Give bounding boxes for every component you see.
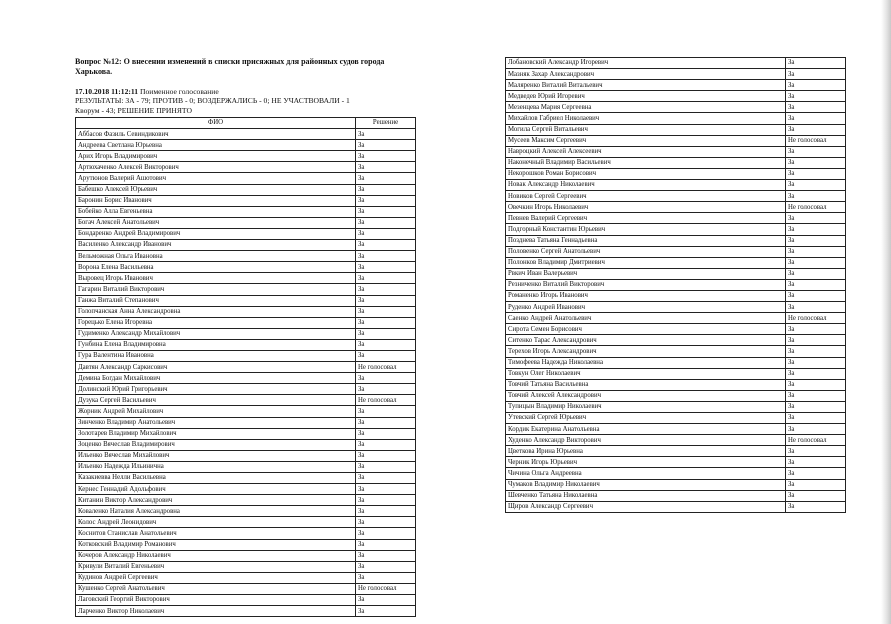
- deputy-name: Тимофеева Надежда Николаевна: [506, 357, 786, 368]
- table-row: [76, 151, 416, 162]
- table-row: [76, 162, 416, 173]
- deputy-name: Ильенко Вячеслав Михайлович: [76, 450, 356, 461]
- deputy-name: Котковский Владимир Романович: [76, 539, 356, 550]
- vote-decision: За: [786, 335, 846, 346]
- table-row: [506, 168, 846, 179]
- vote-decision: За: [786, 279, 846, 290]
- deputy-name: Позднева Татьяна Геннадьевна: [506, 235, 786, 246]
- table-row: [506, 191, 846, 202]
- vote-decision: За: [786, 168, 846, 179]
- deputy-name: Овечкин Игорь Николаевич: [506, 202, 786, 213]
- table-row: [506, 268, 846, 279]
- deputy-name: Гунбина Елена Владимировна: [76, 339, 356, 350]
- table-row: [506, 446, 846, 457]
- deputy-name: Арих Игорь Владимирович: [76, 151, 356, 162]
- table-row: [76, 328, 416, 339]
- table-row: [76, 495, 416, 506]
- vote-decision: За: [786, 213, 846, 224]
- vote-decision: Не голосовал: [356, 395, 416, 406]
- vote-decision: За: [786, 346, 846, 357]
- deputy-name: Худенко Александр Викторович: [506, 435, 786, 446]
- table-row: [506, 180, 846, 191]
- table-row: [506, 69, 846, 80]
- deputy-name: Ильенко Надежда Ильинична: [76, 461, 356, 472]
- table-row: [76, 373, 416, 384]
- table-row: [506, 435, 846, 446]
- table-row: [506, 290, 846, 301]
- vote-decision: За: [786, 357, 846, 368]
- vote-decision: За: [786, 468, 846, 479]
- table-row: [76, 395, 416, 406]
- vote-decision: За: [356, 484, 416, 495]
- vote-decision: За: [356, 539, 416, 550]
- page-edge-shadow: [881, 0, 891, 624]
- deputy-name: Дузука Сергей Васильевич: [76, 395, 356, 406]
- table-row: [506, 424, 846, 435]
- deputy-name: Долинский Юрий Григорьевич: [76, 384, 356, 395]
- table-row: [506, 246, 846, 257]
- deputy-name: Товчий Татьяна Васильевна: [506, 379, 786, 390]
- table-row: [506, 80, 846, 91]
- vote-decision: За: [356, 339, 416, 350]
- table-row: [506, 58, 846, 69]
- deputy-name: Подгорный Константин Юрьевич: [506, 224, 786, 235]
- deputy-name: Гура Валентина Ивановна: [76, 350, 356, 361]
- vote-decision: За: [786, 124, 846, 135]
- table-row: [76, 461, 416, 472]
- vote-decision: За: [356, 284, 416, 295]
- table-row: [506, 468, 846, 479]
- table-row: [506, 146, 846, 157]
- vote-decision: За: [356, 328, 416, 339]
- vote-decision: За: [356, 217, 416, 228]
- table-row: [76, 550, 416, 561]
- table-row: [506, 335, 846, 346]
- deputy-name: Ларченко Виктор Николаевич: [76, 606, 356, 617]
- deputy-name: Саенко Андрей Анатольевич: [506, 313, 786, 324]
- vote-decision: За: [356, 495, 416, 506]
- table-row: [506, 313, 846, 324]
- table-row: [76, 406, 416, 417]
- table-row: [76, 273, 416, 284]
- table-row: [506, 235, 846, 246]
- deputy-name: Казакиевва Нелли Васильевна: [76, 473, 356, 484]
- table-row: [76, 439, 416, 450]
- table-row: [76, 140, 416, 151]
- table-row: [76, 350, 416, 361]
- deputy-name: Шевченко Татьяна Николаевна: [506, 490, 786, 501]
- deputy-name: Кордик Екатерина Анатольевна: [506, 424, 786, 435]
- table-row: [76, 339, 416, 350]
- vote-decision: За: [786, 80, 846, 91]
- vote-decision: За: [786, 224, 846, 235]
- deputy-name: Зинченко Владимир Анатольевич: [76, 417, 356, 428]
- deputy-name: Сирота Семен Борисович: [506, 324, 786, 335]
- table-row: [506, 224, 846, 235]
- deputy-name: Богач Алексей Анатольевич: [76, 217, 356, 228]
- deputy-name: Михайлов Габриел Николаевич: [506, 113, 786, 124]
- vote-decision: За: [786, 379, 846, 390]
- table-row: [506, 102, 846, 113]
- deputy-name: Кернес Геннадий Адольфович: [76, 484, 356, 495]
- table-row: [76, 240, 416, 251]
- vote-decision: За: [356, 417, 416, 428]
- table-row: [76, 317, 416, 328]
- deputy-name: Товкун Олег Николаевич: [506, 368, 786, 379]
- vote-decision: Не голосовал: [786, 135, 846, 146]
- deputy-name: Голопчанская Анна Александровна: [76, 306, 356, 317]
- vote-decision: Не голосовал: [786, 435, 846, 446]
- column-header-decision: Решение: [356, 118, 416, 129]
- table-row: [76, 262, 416, 273]
- vote-datetime-line: [75, 87, 420, 96]
- vote-decision: Не голосовал: [786, 313, 846, 324]
- table-row: [506, 413, 846, 424]
- vote-decision: За: [356, 151, 416, 162]
- vote-decision: За: [786, 113, 846, 124]
- deputy-name: Ворона Елена Васильевна: [76, 262, 356, 273]
- deputy-name: Наконечный Владимир Васильевич: [506, 157, 786, 168]
- deputy-name: Чумаков Владимир Николаевич: [506, 479, 786, 490]
- vote-decision: За: [356, 251, 416, 262]
- vote-decision: За: [356, 428, 416, 439]
- deputy-name: Арутюнов Валерий Ашотович: [76, 173, 356, 184]
- table-row: [76, 206, 416, 217]
- table-row: [506, 302, 846, 313]
- vote-decision: За: [786, 490, 846, 501]
- column-header-name: ФИО: [76, 118, 356, 129]
- deputy-name: Черник Игорь Юрьевич: [506, 457, 786, 468]
- deputy-name: Баронин Борис Иванович: [76, 195, 356, 206]
- vote-decision: За: [356, 517, 416, 528]
- vote-decision: За: [786, 191, 846, 202]
- table-row: [76, 583, 416, 594]
- deputy-name: Мазняк Захар Александрович: [506, 69, 786, 80]
- table-row: [76, 184, 416, 195]
- vote-table-left: [75, 117, 416, 617]
- vote-decision: За: [356, 184, 416, 195]
- deputy-name: Демина Богдан Михайлович: [76, 373, 356, 384]
- table-row: [76, 295, 416, 306]
- vote-decision: За: [356, 606, 416, 617]
- vote-decision: За: [786, 401, 846, 412]
- deputy-name: Гагарин Виталий Викторович: [76, 284, 356, 295]
- vote-decision: За: [786, 290, 846, 301]
- vote-decision: За: [356, 317, 416, 328]
- vote-decision: За: [356, 461, 416, 472]
- vote-decision: За: [786, 368, 846, 379]
- deputy-name: Коваленко Наталия Александровна: [76, 506, 356, 517]
- deputy-name: Некорошков Роман Борисович: [506, 168, 786, 179]
- vote-decision: За: [786, 302, 846, 313]
- vote-decision: За: [356, 195, 416, 206]
- deputy-name: Бабешко Алексей Юрьевич: [76, 184, 356, 195]
- vote-decision: За: [356, 206, 416, 217]
- vote-decision: За: [356, 162, 416, 173]
- vote-table-right: [505, 57, 846, 513]
- table-row: [76, 428, 416, 439]
- vote-quorum: Кворум - 43; РЕШЕНИЕ ПРИНЯТО: [75, 105, 192, 115]
- vote-decision: За: [356, 528, 416, 539]
- vote-type: Поименное голосование: [139, 87, 219, 96]
- deputy-name: Тупицын Владимир Николаевич: [506, 401, 786, 412]
- table-row: [76, 450, 416, 461]
- vote-decision: Не голосовал: [786, 202, 846, 213]
- table-row: [76, 129, 416, 140]
- table-row: [506, 457, 846, 468]
- deputy-name: Кушенко Сергей Анатольевич: [76, 583, 356, 594]
- table-row: [76, 506, 416, 517]
- table-row: [506, 479, 846, 490]
- vote-decision: За: [356, 439, 416, 450]
- vote-decision: За: [786, 324, 846, 335]
- deputy-name: Золотарев Владимир Михайлович: [76, 428, 356, 439]
- vote-decision: За: [786, 257, 846, 268]
- vote-decision: За: [356, 561, 416, 572]
- deputy-name: Лаговский Георгий Викторович: [76, 595, 356, 606]
- deputy-name: Бондаренко Андрей Владимирович: [76, 228, 356, 239]
- vote-decision: За: [786, 58, 846, 69]
- table-row: [506, 401, 846, 412]
- deputy-name: Лобановский Александр Игоревич: [506, 58, 786, 69]
- deputy-name: Утевский Сергей Юрьевич: [506, 413, 786, 424]
- deputy-name: Новиков Сергей Сергеевич: [506, 191, 786, 202]
- deputy-name: Жорник Андрей Михайлович: [76, 406, 356, 417]
- table-row: [76, 572, 416, 583]
- table-row: [506, 390, 846, 401]
- vote-decision: За: [786, 390, 846, 401]
- deputy-name: Аббасов Фазиль Севиндикович: [76, 129, 356, 140]
- deputy-name: Горецько Елена Игоревна: [76, 317, 356, 328]
- table-row: [506, 490, 846, 501]
- deputy-name: Кудинов Андрей Сергеевич: [76, 572, 356, 583]
- table-header-row: [76, 118, 416, 129]
- vote-decision: За: [786, 102, 846, 113]
- deputy-name: Вельможная Ольга Ивановна: [76, 251, 356, 262]
- vote-decision: За: [786, 501, 846, 512]
- table-row: [506, 279, 846, 290]
- vote-decision: За: [356, 262, 416, 273]
- deputy-name: Выровец Игорь Иванович: [76, 273, 356, 284]
- table-row: [76, 384, 416, 395]
- table-row: [506, 324, 846, 335]
- table-row: [76, 606, 416, 617]
- table-row: [76, 528, 416, 539]
- deputy-name: Ситенко Тарас Александрович: [506, 335, 786, 346]
- vote-decision: За: [356, 273, 416, 284]
- vote-decision: За: [356, 173, 416, 184]
- table-row: [76, 195, 416, 206]
- vote-decision: За: [786, 146, 846, 157]
- deputy-name: Кочеров Александр Николаевич: [76, 550, 356, 561]
- vote-decision: За: [356, 473, 416, 484]
- deputy-name: Ганжа Виталий Степанович: [76, 295, 356, 306]
- table-row: [76, 362, 416, 373]
- table-row: [506, 213, 846, 224]
- table-row: [506, 124, 846, 135]
- vote-decision: За: [356, 406, 416, 417]
- table-row: [76, 539, 416, 550]
- table-row: [76, 228, 416, 239]
- vote-decision: За: [786, 157, 846, 168]
- deputy-name: Навроцкий Алексей Алексеевич: [506, 146, 786, 157]
- table-row: [506, 501, 846, 512]
- vote-decision: За: [786, 180, 846, 191]
- deputy-name: Резниченко Виталий Викторович: [506, 279, 786, 290]
- deputy-name: Рвкич Иван Валерьевич: [506, 268, 786, 279]
- deputy-name: Чичина Ольга Андреевна: [506, 468, 786, 479]
- deputy-name: Цветкова Ирина Юрьевна: [506, 446, 786, 457]
- vote-decision: За: [356, 129, 416, 140]
- table-row: [506, 135, 846, 146]
- deputy-name: Полонков Владимир Дмитриевич: [506, 257, 786, 268]
- deputy-name: Руденко Андрей Иванович: [506, 302, 786, 313]
- deputy-name: Мезенцева Мария Сергеевна: [506, 102, 786, 113]
- vote-decision: За: [356, 306, 416, 317]
- table-row: [76, 251, 416, 262]
- table-row: [506, 357, 846, 368]
- table-row: [506, 346, 846, 357]
- table-row: [76, 417, 416, 428]
- deputy-name: Китанин Виктор Александрович: [76, 495, 356, 506]
- deputy-name: Товчий Алексей Александрович: [506, 390, 786, 401]
- table-row: [76, 173, 416, 184]
- vote-decision: За: [356, 228, 416, 239]
- deputy-name: Новак Александр Николаевич: [506, 180, 786, 191]
- table-row: [76, 306, 416, 317]
- vote-decision: За: [356, 295, 416, 306]
- table-row: [506, 113, 846, 124]
- vote-decision: За: [786, 69, 846, 80]
- table-row: [506, 257, 846, 268]
- deputy-name: Колос Андрей Леонидович: [76, 517, 356, 528]
- table-row: [506, 368, 846, 379]
- deputy-name: Андреева Светлана Юрьевна: [76, 140, 356, 151]
- vote-decision: За: [356, 572, 416, 583]
- vote-decision: За: [786, 413, 846, 424]
- table-row: [506, 202, 846, 213]
- deputy-name: Певнев Валерий Сергеевич: [506, 213, 786, 224]
- deputy-name: Щиров Александр Сергеевич: [506, 501, 786, 512]
- vote-decision: За: [356, 595, 416, 606]
- vote-decision: За: [356, 350, 416, 361]
- table-row: [76, 217, 416, 228]
- vote-results: РЕЗУЛЬТАТЫ: ЗА - 79; ПРОТИВ - 0; ВОЗДЕРЖАЛИСЬ - 0; НЕ УЧАСТВОВАЛИ - 1: [75, 96, 350, 106]
- deputy-name: Бобейко Алла Евгеньевна: [76, 206, 356, 217]
- deputy-name: Романенко Игорь Иванович: [506, 290, 786, 301]
- vote-decision: За: [356, 240, 416, 251]
- table-row: [506, 91, 846, 102]
- deputy-name: Маляренко Виталий Витальевич: [506, 80, 786, 91]
- table-row: [76, 473, 416, 484]
- document-title: Вопрос №12: О внесении изменений в списки присяжных для районных судов города Харькова.: [75, 57, 385, 76]
- vote-decision: За: [356, 450, 416, 461]
- deputy-name: Гудименко Александр Михайлович: [76, 328, 356, 339]
- vote-decision: За: [356, 373, 416, 384]
- vote-decision: За: [356, 506, 416, 517]
- deputy-name: Могила Сергей Витальевич: [506, 124, 786, 135]
- deputy-name: Медведев Юрий Игоревич: [506, 91, 786, 102]
- vote-decision: За: [786, 479, 846, 490]
- vote-decision: За: [786, 91, 846, 102]
- deputy-name: Мусеев Максим Сергеевич: [506, 135, 786, 146]
- deputy-name: Половенко Сергей Анатольевич: [506, 246, 786, 257]
- vote-datetime: 17.10.2018 11:12:11: [75, 87, 139, 96]
- deputy-name: Зоценко Вячеслав Владимирович: [76, 439, 356, 450]
- vote-decision: Не голосовал: [356, 362, 416, 373]
- deputy-name: Терехов Игорь Александрович: [506, 346, 786, 357]
- table-row: [76, 517, 416, 528]
- vote-decision: За: [356, 140, 416, 151]
- deputy-name: Коснитов Станислав Анатольевич: [76, 528, 356, 539]
- deputy-name: Кривули Виталий Евгеньевич: [76, 561, 356, 572]
- table-row: [76, 561, 416, 572]
- vote-decision: За: [786, 235, 846, 246]
- deputy-name: Давтян Александр Саркисович: [76, 362, 356, 373]
- table-row: [506, 379, 846, 390]
- deputy-name: Артюхаченко Алексей Викторович: [76, 162, 356, 173]
- table-row: [76, 595, 416, 606]
- vote-decision: За: [786, 268, 846, 279]
- table-row: [76, 284, 416, 295]
- vote-decision: За: [786, 457, 846, 468]
- table-row: [506, 157, 846, 168]
- vote-decision: За: [786, 446, 846, 457]
- vote-decision: За: [356, 384, 416, 395]
- vote-decision: За: [786, 424, 846, 435]
- vote-summary: [75, 87, 420, 115]
- vote-decision: Не голосовал: [356, 583, 416, 594]
- vote-decision: За: [786, 246, 846, 257]
- deputy-name: Василенко Александр Иванович: [76, 240, 356, 251]
- table-row: [76, 484, 416, 495]
- vote-decision: За: [356, 550, 416, 561]
